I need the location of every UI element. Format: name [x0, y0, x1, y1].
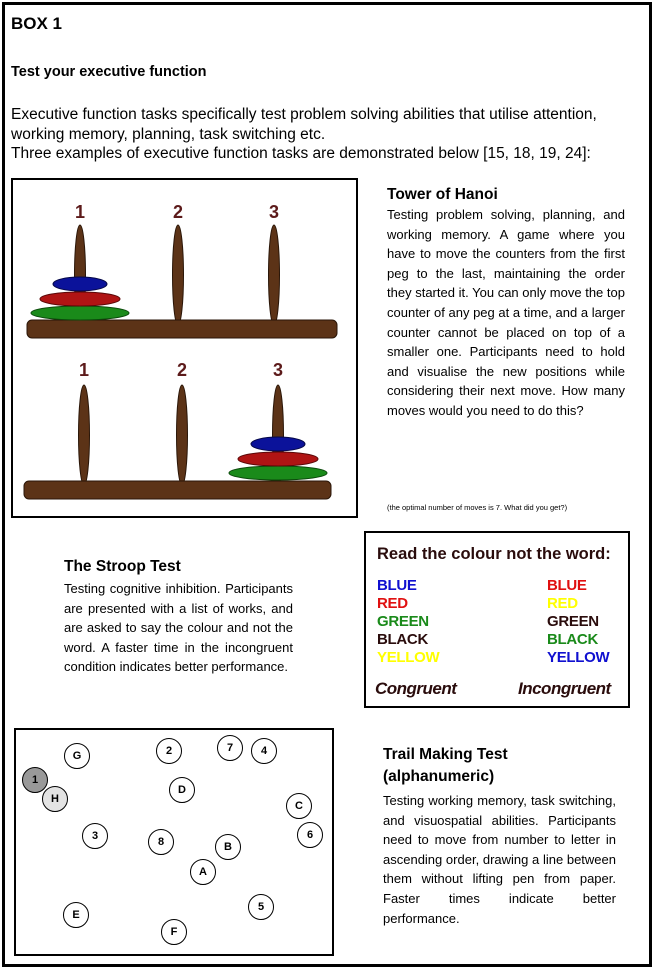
- trail-making-figure: [14, 728, 334, 956]
- section-subtitle: Test your executive function: [11, 64, 207, 80]
- intro-paragraph: [11, 105, 641, 164]
- trail-node-5: 5: [248, 894, 274, 920]
- trail-node-b: B: [215, 834, 241, 860]
- stroop-body: Testing cognitive inhibition. Participants are presented with a list of works, and are asked to say the colour and not the word. A faster time in the incongruent condition indicates better performance.: [64, 581, 293, 675]
- disk-top-red: [40, 292, 120, 306]
- trail-node-4: 4: [251, 738, 277, 764]
- incongruent-word-2: RED: [547, 595, 578, 612]
- incongruent-word-1: BLUE: [547, 577, 587, 594]
- trail-making-title-line-1: Trail Making Test: [383, 746, 508, 763]
- intro-line-1: Executive function tasks specifically test problem solving abilities that utilise attention,: [11, 106, 597, 123]
- disk-top-blue: [53, 277, 107, 291]
- trail-making-title-line-2: (alphanumeric): [383, 768, 495, 785]
- disk-bottom-green: [229, 466, 327, 480]
- trail-node-g: G: [64, 743, 90, 769]
- stroop-description: [64, 557, 293, 677]
- trail-node-d: D: [169, 777, 195, 803]
- peg-bottom-1: [79, 385, 90, 485]
- congruent-word-2: RED: [377, 595, 408, 612]
- tower-of-hanoi-svg: [13, 180, 356, 516]
- congruent-word-5: YELLOW: [377, 649, 440, 666]
- peg-label-top-3: 3: [268, 202, 280, 222]
- disk-bottom-blue: [251, 437, 305, 451]
- congruent-word-list: [377, 577, 439, 667]
- trail-node-2: 2: [156, 738, 182, 764]
- tower-of-hanoi-body: Testing problem solving, planning, and working memory. A game where you have to move the counters from the first peg to the last, maintaining the order they started it. You can only move the top counter of any peg at a time, and a larger counter cannot be placed on top of a smaller one. Participants need to hold and visualise the new positions while considering their next move. How many moves would you need to do this?: [387, 207, 625, 418]
- trail-node-3: 3: [82, 823, 108, 849]
- trail-making-body: Testing working memory, task switching, and visuospatial abilities. Participants need to move from number to letter in ascending order, drawing a line between them without lifting pen from paper. Faster times indicate better performance.: [383, 793, 616, 926]
- box-title: BOX 1: [11, 14, 63, 33]
- trail-node-8: 8: [148, 829, 174, 855]
- peg-label-bottom-2: 2: [176, 360, 188, 380]
- trail-node-7: 7: [217, 735, 243, 761]
- hanoi-footnote: (the optimal number of moves is 7. What did you get?): [387, 503, 568, 512]
- trail-making-description: [383, 744, 616, 928]
- base-bottom: [24, 481, 331, 499]
- tower-of-hanoi-description: [387, 185, 625, 421]
- peg-top-3: [269, 225, 280, 325]
- congruent-word-4: BLACK: [377, 631, 428, 648]
- tower-of-hanoi-figure: [11, 178, 358, 518]
- disk-top-green: [31, 306, 129, 320]
- peg-top-2: [173, 225, 184, 325]
- base-top: [27, 320, 337, 338]
- trail-node-6: 6: [297, 822, 323, 848]
- intro-line-3: Three examples of executive function tasks are demonstrated below [15, 18, 19, 24]:: [11, 145, 591, 162]
- incongruent-word-list: [547, 577, 609, 667]
- incongruent-word-5: YELLOW: [547, 649, 610, 666]
- congruent-label: Congruent: [375, 679, 457, 698]
- peg-bottom-2: [177, 385, 188, 485]
- incongruent-word-4: BLACK: [547, 631, 598, 648]
- stroop-figure: [364, 531, 630, 708]
- trail-making-title: [383, 744, 616, 788]
- incongruent-word-3: GREEN: [547, 613, 599, 630]
- trail-node-1: 1: [22, 767, 48, 793]
- peg-label-bottom-3: 3: [272, 360, 284, 380]
- congruent-word-3: GREEN: [377, 613, 429, 630]
- intro-line-2: working memory, planning, task switching etc.: [11, 125, 326, 143]
- incongruent-label: Incongruent: [518, 679, 611, 698]
- peg-label-bottom-1: 1: [78, 360, 90, 380]
- trail-node-f: F: [161, 919, 187, 945]
- trail-node-h: H: [42, 786, 68, 812]
- tower-of-hanoi-title: Tower of Hanoi: [387, 186, 498, 203]
- trail-node-a: A: [190, 859, 216, 885]
- congruent-word-1: BLUE: [377, 577, 417, 594]
- trail-node-e: E: [63, 902, 89, 928]
- peg-label-top-2: 2: [172, 202, 184, 222]
- disk-bottom-red: [238, 452, 318, 466]
- stroop-panel-heading: Read the colour not the word:: [377, 545, 611, 563]
- peg-label-top-1: 1: [74, 202, 86, 222]
- trail-node-c: C: [286, 793, 312, 819]
- stroop-title: The Stroop Test: [64, 558, 181, 575]
